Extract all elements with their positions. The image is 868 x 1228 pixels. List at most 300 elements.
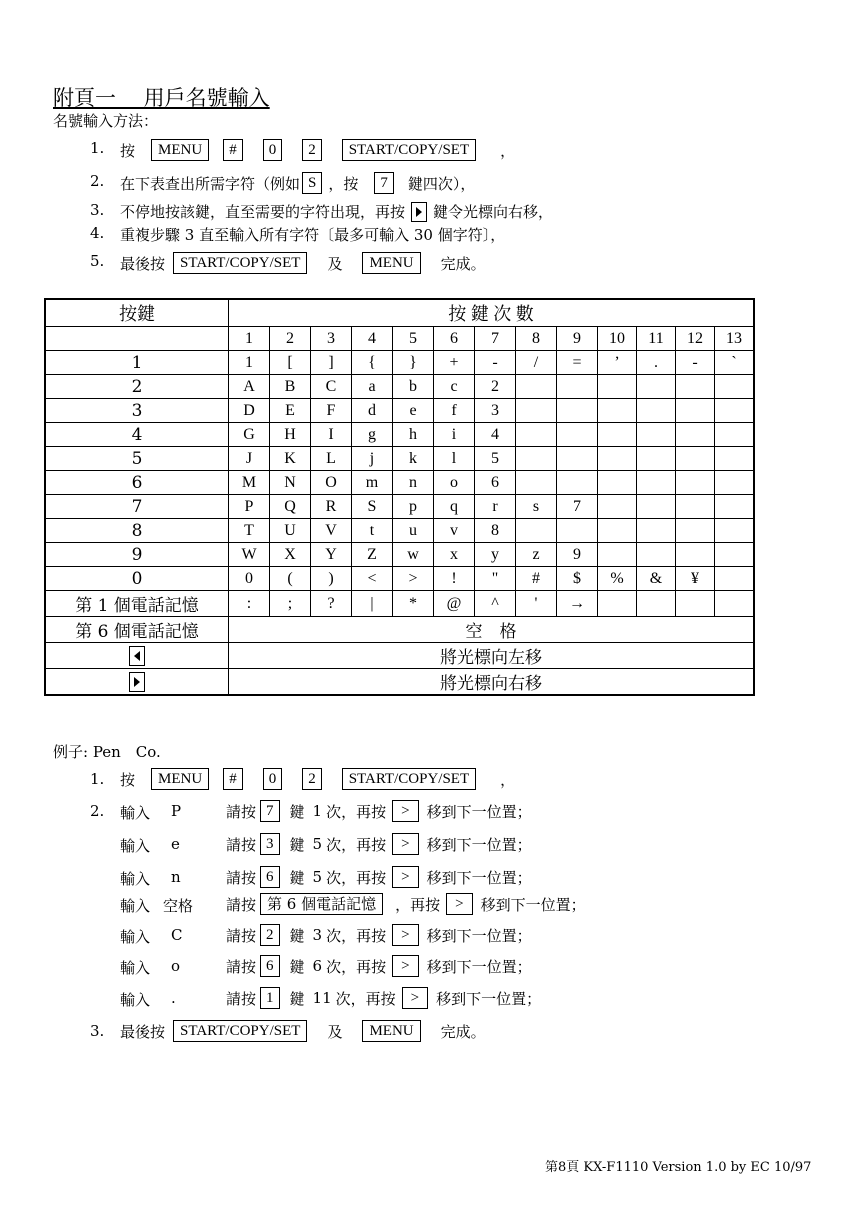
example-label: 例子: Pen Co.	[53, 743, 161, 761]
step-text: 鍵四次），	[407, 174, 476, 193]
character-cell: V	[311, 519, 352, 543]
next-key: >	[392, 800, 418, 822]
input-word: 輸入	[120, 870, 151, 888]
example-entry	[0, 800, 868, 824]
character-cell: F	[311, 399, 352, 423]
character-cell: →	[557, 591, 598, 617]
character-cell	[598, 423, 637, 447]
character-cell	[676, 423, 715, 447]
character-cell: (	[270, 567, 311, 591]
press-text: 按	[120, 141, 136, 160]
character-cell	[516, 423, 557, 447]
character-cell: '	[516, 591, 557, 617]
character-cell: r	[475, 495, 516, 519]
character-cell	[676, 399, 715, 423]
character-cell: w	[393, 543, 434, 567]
example-entry	[0, 955, 868, 979]
character-cell: 4	[475, 423, 516, 447]
character-cell	[557, 423, 598, 447]
character-cell	[715, 423, 755, 447]
character-cell: /	[516, 351, 557, 375]
press-count-cell: 5	[393, 327, 434, 351]
press-count-cell: 9	[557, 327, 598, 351]
character-cell: #	[516, 567, 557, 591]
character-cell: ¥	[676, 567, 715, 591]
key-column-header: 按鍵	[45, 299, 229, 327]
key-cell: 第 1 個電話記憶	[45, 591, 229, 617]
zero-key: 0	[263, 139, 283, 161]
table-row	[45, 591, 754, 617]
character-cell	[516, 375, 557, 399]
input-word: 輸入	[120, 897, 151, 915]
character-cell	[715, 375, 755, 399]
press-count-cell: 8	[516, 327, 557, 351]
character-cell: N	[270, 471, 311, 495]
character-cell: 9	[557, 543, 598, 567]
then-press: 次，再按	[326, 926, 387, 945]
character-cell	[598, 543, 637, 567]
right-arrow-key-icon	[411, 202, 427, 222]
menu-key: MENU	[362, 252, 420, 274]
table-row	[45, 351, 754, 375]
character-cell: .	[637, 351, 676, 375]
character-cell: p	[393, 495, 434, 519]
key-word: 鍵	[289, 868, 305, 887]
entry-character: e	[171, 835, 180, 853]
character-cell: 2	[475, 375, 516, 399]
character-cell: g	[352, 423, 393, 447]
example-step-3	[0, 1020, 868, 1044]
character-cell: }	[393, 351, 434, 375]
table-row	[45, 567, 754, 591]
character-cell: +	[434, 351, 475, 375]
input-word: 輸入	[120, 928, 151, 946]
character-cell: =	[557, 351, 598, 375]
character-cell: u	[393, 519, 434, 543]
table-row	[45, 543, 754, 567]
move-text: 移到下一位置；	[426, 835, 532, 854]
character-cell: A	[229, 375, 270, 399]
character-cell: $	[557, 567, 598, 591]
character-cell: ?	[311, 591, 352, 617]
character-cell: )	[311, 567, 352, 591]
menu-key: MENU	[151, 139, 209, 161]
key-word: 鍵	[289, 989, 305, 1008]
step-number: 1.	[90, 770, 105, 788]
entry-character: .	[171, 989, 176, 1007]
example-entry	[0, 833, 868, 857]
key-cell: 5	[45, 447, 229, 471]
step-text: 重複步驟 3 直至輸入所有字符〔最多可輸入 30 個字符〕，	[120, 226, 506, 244]
character-cell: -	[676, 351, 715, 375]
character-cell	[516, 399, 557, 423]
character-cell	[637, 399, 676, 423]
character-cell: M	[229, 471, 270, 495]
hash-key: #	[223, 768, 243, 790]
press-count-cell: 11	[637, 327, 676, 351]
page-footer: 第8頁 KX-F1110 Version 1.0 by EC 10/97	[545, 1160, 812, 1175]
character-cell	[676, 495, 715, 519]
step-text: 及	[327, 1022, 343, 1041]
character-cell: 5	[475, 447, 516, 471]
please-press: 請按	[226, 926, 257, 945]
step-text: ，按	[328, 174, 359, 193]
press-count: 6	[312, 957, 323, 975]
press-count-cell: 6	[434, 327, 475, 351]
step-text: 在下表查出所需字符（例如	[120, 174, 301, 193]
input-word: 輸入	[120, 991, 151, 1009]
press-count-cell: 7	[475, 327, 516, 351]
table-row	[45, 399, 754, 423]
press-count: 3	[312, 926, 323, 944]
press-count-cell: 2	[270, 327, 311, 351]
move-left-row-text: 將光標向左移	[229, 643, 755, 669]
seven-key: 7	[374, 172, 394, 194]
step-text: 及	[327, 254, 343, 273]
please-press: 請按	[226, 957, 257, 976]
example-entry	[0, 924, 868, 948]
character-cell	[637, 423, 676, 447]
character-cell: D	[229, 399, 270, 423]
key-cell	[45, 643, 229, 669]
example-entry	[0, 866, 868, 890]
key-cell: 4	[45, 423, 229, 447]
two-key: 2	[302, 768, 322, 790]
character-table	[44, 298, 755, 696]
step-number: 2.	[90, 802, 105, 820]
entry-character: n	[171, 868, 181, 886]
character-cell	[715, 567, 755, 591]
character-cell: ;	[270, 591, 311, 617]
then-press: 次，再按	[326, 835, 387, 854]
move-left-row	[45, 643, 754, 669]
character-cell: *	[393, 591, 434, 617]
character-cell: 6	[475, 471, 516, 495]
step-4	[0, 222, 868, 246]
key-cell: 2	[45, 375, 229, 399]
press-text: 按	[120, 770, 136, 789]
step-number: 3.	[90, 201, 105, 219]
please-press: 請按	[226, 895, 257, 914]
page-title: 附頁一 用戶名號輸入	[53, 86, 270, 110]
character-cell: a	[352, 375, 393, 399]
character-cell: U	[270, 519, 311, 543]
please-press: 請按	[226, 835, 257, 854]
step-text: 最後按	[120, 1022, 166, 1041]
step-2	[0, 170, 868, 194]
character-cell	[557, 471, 598, 495]
next-key: >	[392, 866, 418, 888]
table-row	[45, 519, 754, 543]
key-cell: 9	[45, 543, 229, 567]
character-cell: n	[393, 471, 434, 495]
character-cell: I	[311, 423, 352, 447]
character-cell	[715, 495, 755, 519]
character-cell: P	[229, 495, 270, 519]
character-cell	[598, 375, 637, 399]
digit-key: 3	[260, 833, 280, 855]
press-count-cell: 12	[676, 327, 715, 351]
character-cell	[598, 399, 637, 423]
character-cell	[557, 447, 598, 471]
press-count-cell: 13	[715, 327, 755, 351]
start-copy-set-key: START/COPY/SET	[173, 1020, 307, 1042]
hash-key: #	[223, 139, 243, 161]
character-cell: c	[434, 375, 475, 399]
digit-key: 7	[260, 800, 280, 822]
character-cell	[598, 447, 637, 471]
character-cell: i	[434, 423, 475, 447]
table-row	[45, 423, 754, 447]
character-cell: L	[311, 447, 352, 471]
character-cell: l	[434, 447, 475, 471]
next-key: >	[446, 893, 472, 915]
character-cell	[715, 543, 755, 567]
step-text: 最後按	[120, 254, 166, 273]
entry-character: 空格	[163, 897, 194, 915]
step-text: 不停地按該鍵，直至需要的字符出現，再按	[120, 203, 406, 221]
character-cell	[676, 375, 715, 399]
character-cell	[715, 591, 755, 617]
character-cell: {	[352, 351, 393, 375]
character-cell: d	[352, 399, 393, 423]
character-cell: e	[393, 399, 434, 423]
character-cell: K	[270, 447, 311, 471]
next-key: >	[392, 955, 418, 977]
press-count: 11	[312, 989, 332, 1007]
character-cell: B	[270, 375, 311, 399]
character-cell	[676, 447, 715, 471]
character-cell: C	[311, 375, 352, 399]
menu-key: MENU	[151, 768, 209, 790]
step-1	[0, 137, 868, 161]
move-text: 移到下一位置；	[436, 989, 542, 1008]
character-cell: ’	[598, 351, 637, 375]
character-cell: H	[270, 423, 311, 447]
then-press: 次，再按	[326, 802, 387, 821]
move-text: 移到下一位置；	[480, 895, 586, 914]
please-press: 請按	[226, 868, 257, 887]
character-cell	[557, 375, 598, 399]
right-arrow-key-icon	[129, 672, 145, 692]
character-cell	[598, 591, 637, 617]
character-cell: X	[270, 543, 311, 567]
character-cell: %	[598, 567, 637, 591]
character-cell: "	[475, 567, 516, 591]
character-cell: G	[229, 423, 270, 447]
character-cell: x	[434, 543, 475, 567]
character-cell: O	[311, 471, 352, 495]
character-cell: m	[352, 471, 393, 495]
step-text: 完成。	[440, 1022, 486, 1041]
step-number: 1.	[90, 139, 105, 157]
move-text: 移到下一位置；	[426, 868, 532, 887]
press-count-cell: 10	[598, 327, 637, 351]
character-cell: Y	[311, 543, 352, 567]
character-cell: 8	[475, 519, 516, 543]
character-cell	[516, 447, 557, 471]
character-cell	[676, 591, 715, 617]
character-cell: @	[434, 591, 475, 617]
key-cell: 0	[45, 567, 229, 591]
method-heading: 名號輸入方法：	[53, 112, 159, 130]
character-cell	[715, 399, 755, 423]
character-cell	[676, 543, 715, 567]
entry-character: o	[171, 957, 181, 975]
character-cell: y	[475, 543, 516, 567]
please-press: 請按	[226, 802, 257, 821]
digit-key: 2	[260, 924, 280, 946]
character-cell: -	[475, 351, 516, 375]
character-cell	[637, 495, 676, 519]
two-key: 2	[302, 139, 322, 161]
step-3	[0, 199, 868, 223]
key-word: 鍵	[289, 835, 305, 854]
character-cell	[637, 543, 676, 567]
character-cell	[598, 519, 637, 543]
tail-text: ，	[500, 770, 516, 789]
step-number: 3.	[90, 1022, 105, 1040]
character-cell: `	[715, 351, 755, 375]
move-text: 移到下一位置；	[426, 957, 532, 976]
move-text: 移到下一位置；	[426, 802, 532, 821]
key-cell: 第 6 個電話記憶	[45, 617, 229, 643]
then-press: ，再按	[395, 895, 441, 914]
s-key: S	[302, 172, 322, 194]
character-cell	[715, 519, 755, 543]
table-row	[45, 375, 754, 399]
table-row	[45, 447, 754, 471]
press-count: 5	[312, 868, 323, 886]
character-cell	[516, 471, 557, 495]
blank-cell	[45, 327, 229, 351]
character-cell	[637, 519, 676, 543]
tail-text: ，	[500, 141, 516, 160]
press-count: 1	[312, 802, 323, 820]
key-cell: 7	[45, 495, 229, 519]
next-key: >	[392, 833, 418, 855]
character-cell: b	[393, 375, 434, 399]
character-cell: R	[311, 495, 352, 519]
character-cell	[598, 495, 637, 519]
then-press: 次，再按	[326, 957, 387, 976]
character-cell: &	[637, 567, 676, 591]
step-text: 完成。	[440, 254, 486, 273]
please-press: 請按	[226, 989, 257, 1008]
press-count-header: 按 鍵 次 數	[229, 299, 755, 327]
digit-key: 6	[260, 955, 280, 977]
table-row	[45, 495, 754, 519]
move-text: 移到下一位置；	[426, 926, 532, 945]
press-count-cell: 3	[311, 327, 352, 351]
input-word: 輸入	[120, 804, 151, 822]
step-text: 鍵令光標向右移，	[433, 203, 554, 221]
character-cell: z	[516, 543, 557, 567]
space-row	[45, 617, 754, 643]
digit-key: 6	[260, 866, 280, 888]
menu-key: MENU	[362, 1020, 420, 1042]
digit-key: 1	[260, 987, 280, 1009]
step-5	[0, 250, 868, 274]
move-right-row-text: 將光標向右移	[229, 669, 755, 696]
character-cell: Q	[270, 495, 311, 519]
start-copy-set-key: START/COPY/SET	[342, 768, 476, 790]
character-cell	[598, 471, 637, 495]
input-word: 輸入	[120, 959, 151, 977]
character-cell: k	[393, 447, 434, 471]
step-number: 5.	[90, 252, 105, 270]
character-cell: s	[516, 495, 557, 519]
table-row	[45, 471, 754, 495]
zero-key: 0	[263, 768, 283, 790]
entry-character: P	[171, 802, 182, 820]
character-cell	[715, 447, 755, 471]
key-word: 鍵	[289, 802, 305, 821]
then-press: 次，再按	[335, 989, 396, 1008]
character-cell: [	[270, 351, 311, 375]
key-word: 鍵	[289, 957, 305, 976]
character-cell: ]	[311, 351, 352, 375]
character-cell	[637, 471, 676, 495]
character-cell	[637, 447, 676, 471]
character-cell: t	[352, 519, 393, 543]
key-cell	[45, 669, 229, 696]
start-copy-set-key: START/COPY/SET	[173, 252, 307, 274]
character-cell: W	[229, 543, 270, 567]
character-cell: v	[434, 519, 475, 543]
key-cell: 8	[45, 519, 229, 543]
character-cell: :	[229, 591, 270, 617]
character-cell	[637, 375, 676, 399]
character-cell: !	[434, 567, 475, 591]
character-cell	[637, 591, 676, 617]
character-cell: h	[393, 423, 434, 447]
character-cell: 3	[475, 399, 516, 423]
press-count: 5	[312, 835, 323, 853]
move-right-row	[45, 669, 754, 696]
character-cell	[676, 519, 715, 543]
character-cell: Z	[352, 543, 393, 567]
character-cell: <	[352, 567, 393, 591]
phone-memory-6-key: 第 6 個電話記憶	[260, 893, 383, 915]
character-cell	[676, 471, 715, 495]
example-entry	[0, 987, 868, 1011]
character-cell: o	[434, 471, 475, 495]
key-cell: 6	[45, 471, 229, 495]
input-word: 輸入	[120, 837, 151, 855]
space-row-text: 空 格	[229, 617, 755, 643]
next-key: >	[402, 987, 428, 1009]
character-cell: S	[352, 495, 393, 519]
character-cell	[557, 399, 598, 423]
character-cell: E	[270, 399, 311, 423]
character-cell: 0	[229, 567, 270, 591]
example-entry	[0, 893, 868, 917]
left-arrow-key-icon	[129, 646, 145, 666]
character-cell: q	[434, 495, 475, 519]
press-count-cell: 4	[352, 327, 393, 351]
character-cell: ^	[475, 591, 516, 617]
character-cell: j	[352, 447, 393, 471]
entry-character: C	[171, 926, 183, 944]
character-cell	[516, 519, 557, 543]
key-word: 鍵	[289, 926, 305, 945]
step-number: 4.	[90, 224, 105, 242]
key-cell: 3	[45, 399, 229, 423]
step-number: 2.	[90, 172, 105, 190]
example-step-1	[0, 768, 868, 792]
character-cell: f	[434, 399, 475, 423]
